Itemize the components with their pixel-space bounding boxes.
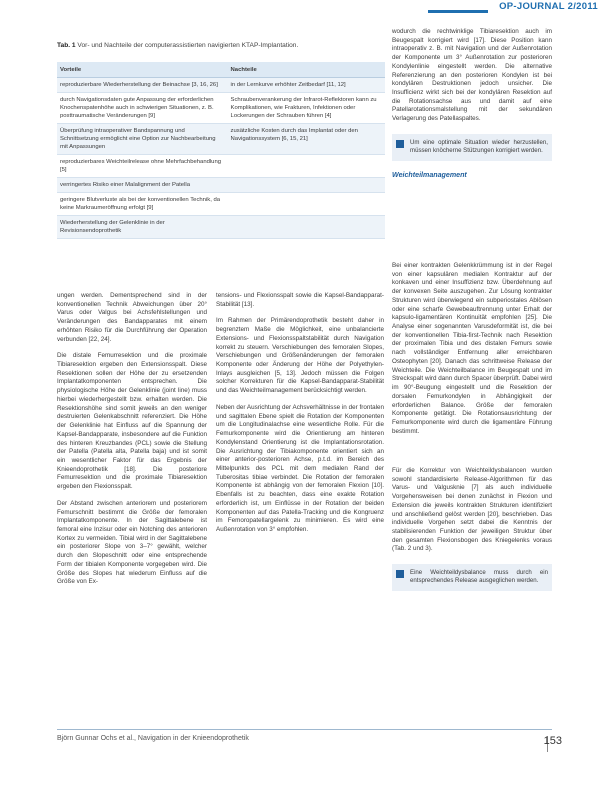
table-cell — [228, 155, 385, 178]
paragraph: Der Abstand zwischen anteriorem und posteriorem Femurschnitt bestimmt die Größe der femoralen Implantatkomponente. In der Sagittalebene ist femoral eine Inzisur oder ein Notching des anterioren Kortex zu vermeiden. Tibial wird in der Sagittalebene ein posteriorer Slope von 3–7° gewählt, welcher durch den Slopeschnitt oder eine entsprechende Form der tibialen Komponente vorgegeben wird. Die Größe des Slopes hat wiederum Einfluss auf die Größe von Ex- — [57, 499, 207, 586]
section-heading: Weichteilmanagement — [392, 170, 467, 179]
text-column-1 — [57, 292, 207, 595]
table-cell: reproduzierbares Weichteilrelease ohne Mehrfachbehandlung [5] — [57, 155, 228, 178]
paragraph: Neben der Ausrichtung der Achsverhältnisse in der frontalen und sagittalen Ebene spielt die Rotation der Komponenten um die Longitudinalachse eine wesentliche Rolle. Für die Femurkomponente wird die Orientierung am hinteren Kondylenstand Orientierung ist die Implantationsrotation. Die Ausrichtung der Tibiakomponente orientiert sich an einer anterior-posterioren Achse, p.t.d. im Bereich des Mittelpunkts des PCL mit dem medialen Rand der Tuberositas tibiae verbindet. Die Rotation der femoralen Komponente ist abhängig von der femoralen Flexion [10]. Ebenfalls ist zu beachten, dass eine exakte Rotation erforderlich ist, um Einflüsse in der Rotation der beiden Komponenten auf das Patella-Tracking und die Kongruenz im Femoropatellargelenk zu minimieren. Es wird eine Außenrotation von 3° empfohlen. — [216, 403, 384, 533]
table-caption — [57, 42, 387, 49]
paragraph: tensions- und Flexionsspalt sowie die Kapsel-Bandapparat-Stabilität [13]. — [216, 292, 384, 308]
journal-header — [428, 0, 598, 20]
highlight-text: Eine Weichteildysbalance muss durch ein entsprechendes Release ausgeglichen werden. — [410, 569, 548, 585]
paragraph: Im Rahmen der Primärendoprothetik besteht daher in begrenztem Maße die Möglichkeit, eine unbalancierte Extensions- und Flexionsspaltstabilität durch Navigation korrekt zu steuern. Verschiebungen des femoralen Slopes, Verschiebungen und Größenänderungen der femoralen Komponente oder Änderung der Höhe der Polyethylen-Inlays ausgleichen [5, 13]. Jedoch müssen die Folgen solcher Korrekturen für die Kapsel-Bandapparat-Stabilität und das Weichteilmanagement berücksichtigt werden. — [216, 317, 384, 395]
table-cell: verringertes Risiko einer Malalignment der Patella — [57, 178, 228, 193]
paragraph: wodurch die rechtwinklige Tibiaresektion auch im Beugespalt korrigiert wird [17]. Diese Position kann intraoperativ z. B. mit Navigation und der Außenrotation der Komponente um 3° Außenrotation zur posterioren Kondylenlinie eingestellt werden. Die alternative Referenzierung an den posterioren Kondylen ist bei kondylären Destruktionen jedoch unsicher. Die Insufficienz wirkt sich bei der kondylären Resektion auf die Rotationsachse aus und damit auf eine Patellarotationsmalstellung mit der sekundären Verlagerung des Patellaspaltes. — [392, 28, 552, 123]
journal-title: OP-JOURNAL 2/2011 — [499, 1, 598, 12]
text-column-3-continued — [392, 262, 552, 444]
table-cell — [228, 178, 385, 193]
table-header-disadvantages: Nachteile — [228, 62, 385, 78]
table-row — [57, 216, 385, 239]
table-row — [57, 155, 385, 178]
table-cell: Wiederherstellung der Gelenklinie in der Revisionsendoprothetik — [57, 216, 228, 239]
table-cell: in der Lernkurve erhöhter Zeitbedarf [11, 12] — [228, 78, 385, 93]
table-header-advantages: Vorteile — [57, 62, 228, 78]
page-number: 153 — [543, 735, 562, 747]
table-cell: geringere Blutverluste als bei der konventionellen Technik, da keine Markraumeröffnung erfolgt [9] — [57, 193, 228, 216]
header-accent-bar — [428, 10, 488, 13]
table-caption-label: Tab. 1 — [57, 42, 76, 49]
bullet-square-icon — [396, 140, 404, 148]
paragraph: Bei einer kontrakten Gelenkkrümmung ist in der Regel von einer kapsulären medialen Kontraktur auf der konkaven und einer Insuffizienz bzw. Überdehnung auf der konvexen Seite auszugehen. Zur Lösung kontrakter Strukturen wird überwiegend ein subperiostales Ablösen oder eine scharfe Gewebeauftrennung unter Erhalt der kapsulo-ligamentären Kontinuität empfohlen [25]. Die Analyse einer sogenannten Varusdeformität ist, die bei der konventionellen Tibia-first-Technik nach Resektion der proximalen Tibia und des distalen Femurs sowie nach vollständiger Entfernung aller erreichbaren Osteophyten [20]. Danach das schrittweise Release der Weichteile. Die Weichteilbalance im Beugespalt und im Streckspalt wird dann durch Spacer überprüft. Dabei wird im 90°-Beugung eingestellt und die Resektion der dorsalen Femurkondylen in Abhängigkeit der erforderlichen Balance. Größe der femoralen Komponente getätigt. Die Rotationsausrichtung der Femurkomponente wird durch die ligamentäre Führung bestimmt. — [392, 262, 552, 435]
text-column-3-lower — [392, 467, 552, 601]
paragraph: ungen werden. Dementsprechend sind in der konventionellen Technik Abweichungen über 20° Varus oder Valgus bei Achsfehlstellungen und Veränderungen des Bandapparates mit einem erhöhten Risiko für die Durchführung der Operation verbunden [22, 24]. — [57, 292, 207, 343]
table-row — [57, 193, 385, 216]
footer-citation: Björn Gunnar Ochs et al., Navigation in der Knieendoprothetik — [57, 735, 249, 742]
table-cell: Überprüfung intraoperativer Bandspannung und Schnittsetzung ermöglicht eine Option zur Nachbearbeitung mit Anpassungen — [57, 124, 228, 155]
table-row — [57, 93, 385, 124]
highlight-text: Um eine optimale Situation wieder herzustellen, müssen knöcherne Stützungen korrigiert werden. — [410, 138, 548, 155]
table-row — [57, 124, 385, 155]
advantages-table — [57, 62, 385, 239]
table-cell: reproduzierbare Wiederherstellung der Beinachse [3, 16, 26] — [57, 78, 228, 93]
table-cell: Schraubenverankerung der Infrarot-Reflektoren kann zu Komplikationen, wie Frakturen, Infektionen oder Lockerungen der Schrauben führen [4] — [228, 93, 385, 124]
highlight-box — [392, 564, 552, 591]
highlight-box — [392, 134, 552, 161]
table-cell: zusätzliche Kosten durch das Implantat oder den Navigationssystem [6, 15, 21] — [228, 124, 385, 155]
paragraph: Für die Korrektur von Weichteildysbalancen wurden sowohl standardisierte Release-Algorithmen für das Varus- und Valgusknie [7] als auch individuelle Vorgehensweisen bei denen zunächst in Flexion und Extension die jeweils kontrakten Strukturen identifiziert und anschließend gelöst werden [20], beschrieben. Das individuelle Vorgehen setzt dabei die Kenntnis der stabilisierenden Funktion der jeweiligen Struktur über den gesamten Flexionsbogen des Kniegelenks voraus (Tab. 2 und 3). — [392, 467, 552, 553]
text-column-3 — [392, 28, 552, 185]
table-row — [57, 178, 385, 193]
footer-rule — [57, 729, 552, 730]
text-column-2 — [216, 292, 384, 543]
table-caption-text: Vor- und Nachteile der computerassistierten navigierten KTAP-Implantation. — [77, 42, 299, 49]
bullet-square-icon — [396, 570, 404, 578]
table-cell: durch Navigationsdaten gute Anpassung der erforderlichen Knochenspatenhöhe auch in schwierigen Situationen, z. B. posttraumatische Veränderungen [9] — [57, 93, 228, 124]
paragraph: Die distale Femurresektion und die proximale Tibiaresektion ergeben den Extensionsspalt. Diese Resektionen sollen der Höhe der zu ersetzenden Implantatkomponenten entsprechen. Die physiologische Höhe der Gelenklinie (joint line) muss hierbei wiederhergestellt bzw. erhalten werden. Die Resektionshöhe sind somit jeweils an den weniger destruierten Gelenkabschnitt referenziert. Die Höhe der Gelenklinie hat Einfluss auf die Spannung der Kapsel-Bandapparate, insbesondere auf die Funktion des hinteren Kreuzbandes (PCL) sowie die Stellung der Patella (Patella alta, Patella baja) und ist somit ein wesentlicher Faktor für das Ergebnis der Knieendoprothetik [18]. Die posteriore Femurresektion und die proximale Tibiaresektion ergeben den Flexionsspalt. — [57, 352, 207, 491]
table-row — [57, 78, 385, 93]
table-cell — [228, 193, 385, 216]
table-cell — [228, 216, 385, 239]
